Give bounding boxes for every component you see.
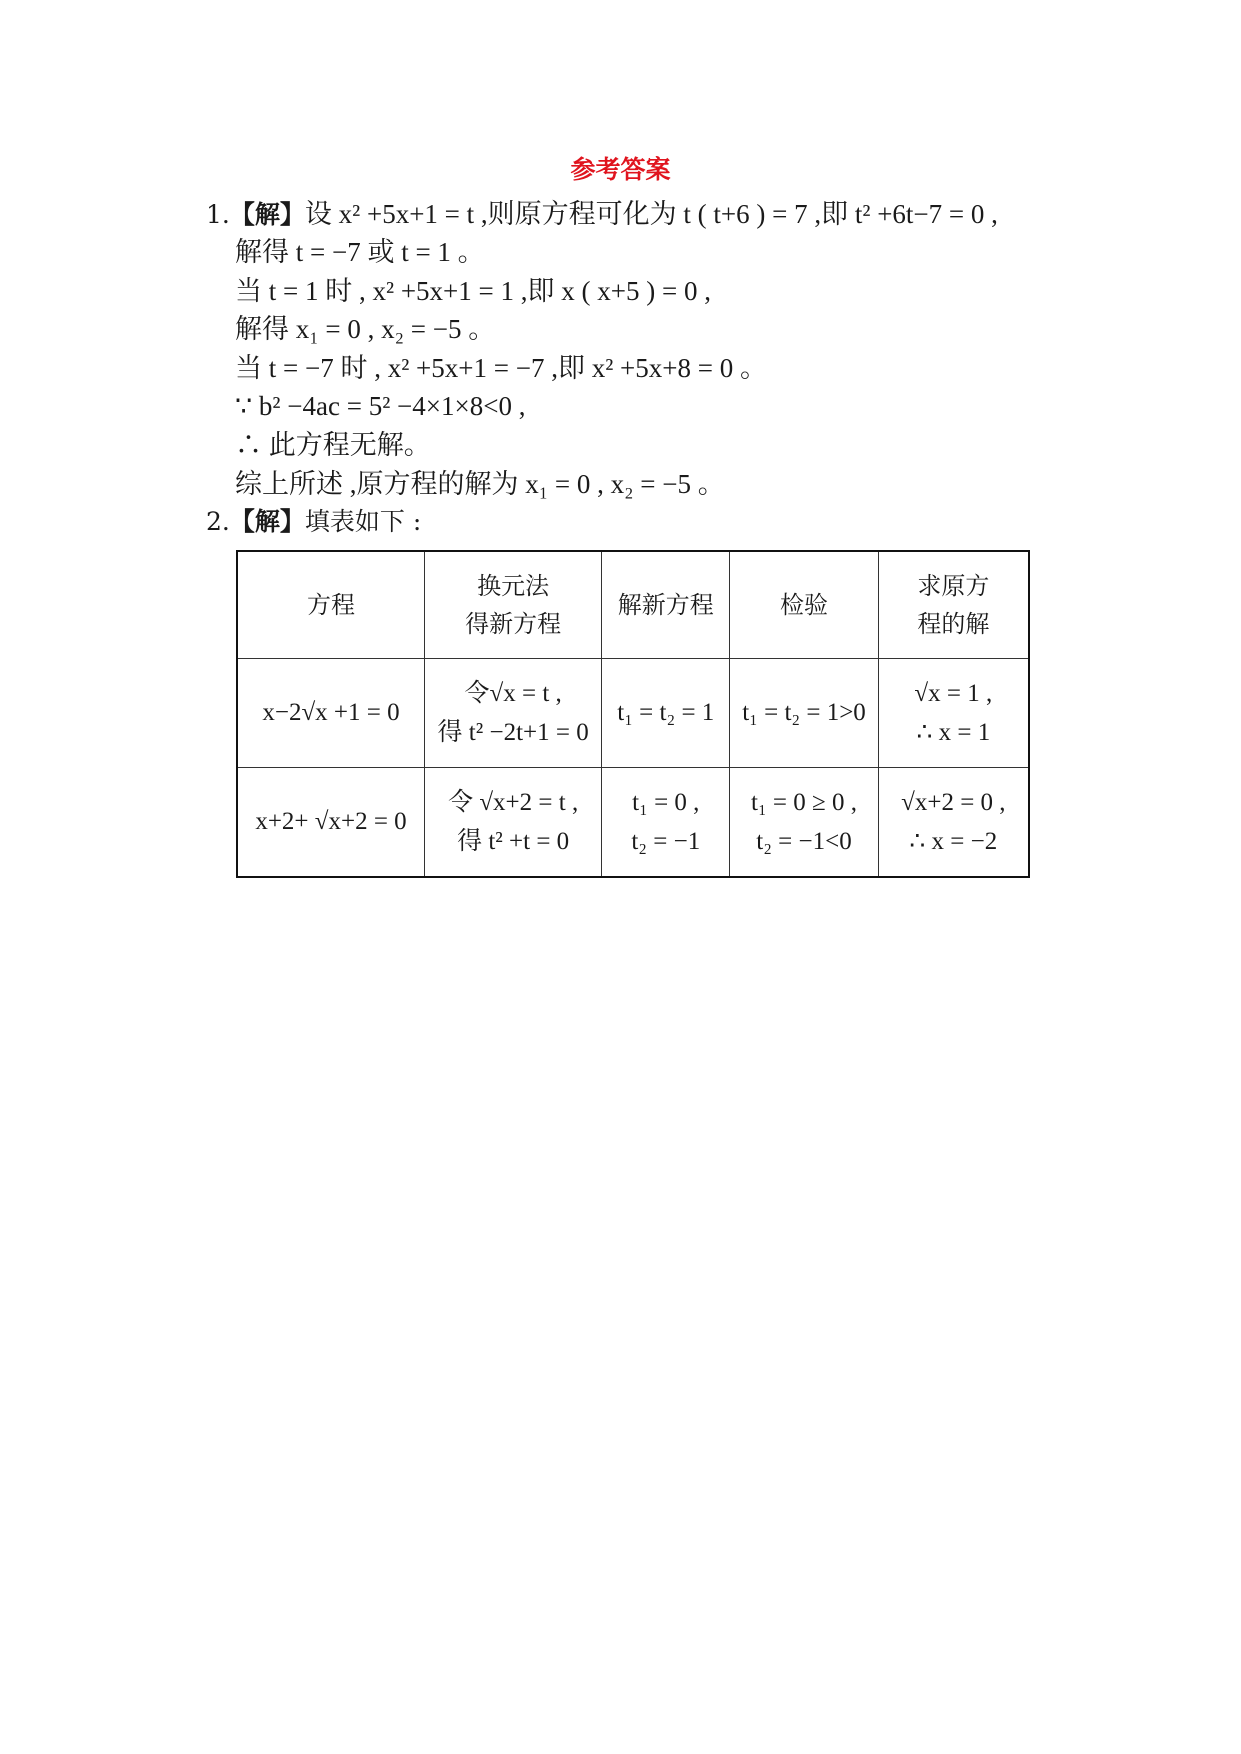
q2-tag: 【解】 [229,507,305,536]
table-cell: √x = 1 , ∴ x = 1 [878,658,1029,767]
q1-line-0 [206,199,998,230]
answer-table [236,550,1030,878]
q1-line-4: 当 t = −7 时 , x² +5x+1 = −7 ,即 x² +5x+8 = 0 。 [235,353,767,383]
table-cell: √x+2 = 0 , ∴ x = −2 [878,767,1029,877]
table-cell: t₁ = 0 ≥ 0 , t₂ = −1<0 [730,767,878,877]
table-header-row [237,551,1029,658]
table-header-cell: 方程 [237,551,425,658]
table-header-cell: 解新方程 [602,551,730,658]
q1-line-5: ∵ b² −4ac = 5² −4×1×8<0 , [235,391,526,421]
q2-line [206,507,421,537]
q1-tag: 【解】 [229,200,305,229]
table-cell: x+2+ √x+2 = 0 [237,767,425,877]
q1-line-text: 设 x² +5x+1 = t ,则原方程可化为 t ( t+6 ) = 7 ,即 t² +6t−7 = 0 , [304,199,998,229]
table-cell: 令 √x+2 = t , 得 t² +t = 0 [425,767,602,877]
q1-line-1: 解得 t = −7 或 t = 1 。 [235,237,485,267]
q1-number: 1. [206,200,230,229]
table-header-cell: 求原方 程的解 [878,551,1029,658]
table-cell: 令√x = t , 得 t² −2t+1 = 0 [425,658,602,767]
table-row [237,767,1029,877]
q1-line-3: 解得 x₁ = 0 , x₂ = −5 。 [235,314,496,344]
table-cell: x−2√x +1 = 0 [237,658,425,767]
q1-line-2: 当 t = 1 时 , x² +5x+1 = 1 ,即 x ( x+5 ) = 0 , [235,276,711,306]
q1-line-7: 综上所述 ,原方程的解为 x₁ = 0 , x₂ = −5 。 [235,469,725,499]
q2-number: 2. [206,507,230,536]
table-cell: t₁ = t₂ = 1 [602,658,730,767]
page-title: 参考答案 [570,155,671,184]
table-cell: t₁ = 0 , t₂ = −1 [602,767,730,877]
table-cell: t₁ = t₂ = 1>0 [730,658,878,767]
table-header-cell: 检验 [730,551,878,658]
q1-line-6: ∴ 此方程无解。 [235,430,431,460]
q2-text: 填表如下 : [304,507,422,536]
table-row [237,658,1029,767]
table-header-cell: 换元法 得新方程 [425,551,602,658]
